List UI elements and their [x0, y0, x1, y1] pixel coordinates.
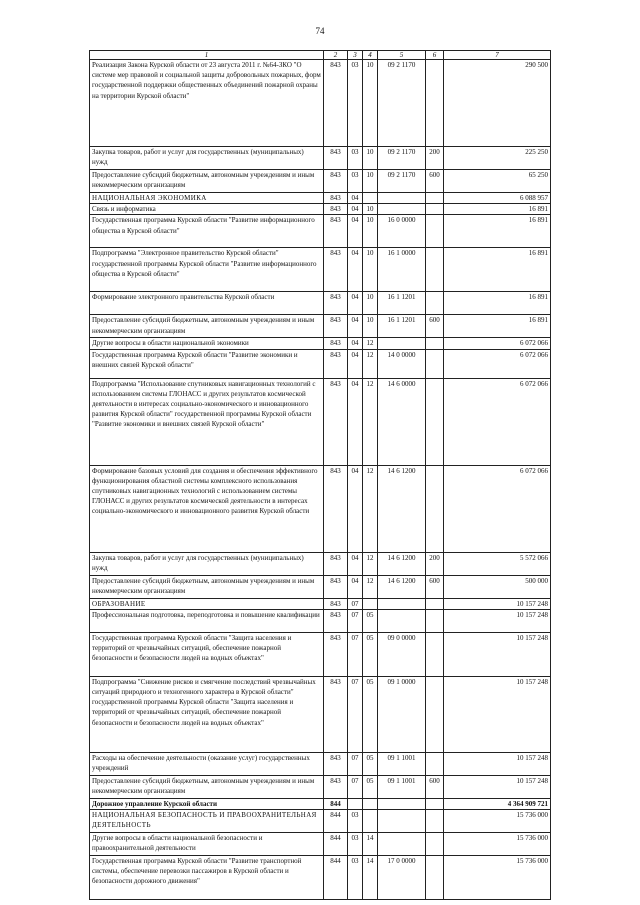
row-name-cell: Реализация Закона Курской области от 23 августа 2011 г. №64-ЗКО "О системе мер правовой и социальной защиты добровольных пожарных, форм государственной поддержки общественных объединений пожарной охраны на территории Курской области"	[90, 60, 324, 147]
row-value-cell: 09 2 1170	[378, 60, 426, 147]
table-row	[90, 575, 551, 598]
row-value-cell: 843	[324, 575, 348, 598]
row-value-cell: 05	[363, 752, 378, 775]
row-value-cell: 844	[324, 798, 348, 809]
table-row	[90, 775, 551, 798]
column-header: 7	[444, 51, 551, 60]
row-name-cell: Расходы на обеспечение деятельности (оказание услуг) государственных учреждений	[90, 752, 324, 775]
row-value-cell	[378, 193, 426, 204]
row-value-cell: 04	[348, 292, 363, 315]
row-value-cell: 07	[348, 609, 363, 632]
row-value-cell: 04	[348, 378, 363, 465]
row-value-cell: 04	[348, 552, 363, 575]
row-value-cell: 07	[348, 752, 363, 775]
row-value-cell: 17 0 0000	[378, 856, 426, 900]
column-header: 3	[348, 51, 363, 60]
table-row	[90, 248, 551, 292]
table-row	[90, 609, 551, 632]
row-value-cell: 500 000	[444, 575, 551, 598]
row-name-cell: Государственная программа Курской области "Развитие транспортной системы, обеспечение перевозки пассажиров в Курской области и безопасности дорожного движения"	[90, 856, 324, 900]
row-value-cell: 10 157 248	[444, 752, 551, 775]
row-value-cell: 200	[426, 147, 444, 170]
table-row	[90, 292, 551, 315]
row-value-cell: 04	[348, 338, 363, 349]
row-value-cell	[378, 833, 426, 856]
row-value-cell	[426, 292, 444, 315]
table-row	[90, 215, 551, 248]
row-name-cell: Предоставление субсидий бюджетным, автономным учреждениям и иным некоммерческим организациям	[90, 315, 324, 338]
row-value-cell: 09 1 1001	[378, 752, 426, 775]
row-value-cell: 6 072 066	[444, 338, 551, 349]
row-value-cell: 12	[363, 378, 378, 465]
row-name-cell: Связь и информатика	[90, 204, 324, 215]
row-value-cell: 05	[363, 632, 378, 676]
row-value-cell: 16 0 0000	[378, 215, 426, 248]
row-value-cell: 05	[363, 676, 378, 752]
row-value-cell: 4 364 909 721	[444, 798, 551, 809]
row-value-cell	[363, 193, 378, 204]
table-header-row	[90, 51, 551, 60]
row-value-cell: 843	[324, 170, 348, 193]
row-value-cell: 03	[348, 810, 363, 833]
column-header: 5	[378, 51, 426, 60]
row-value-cell: 10	[363, 60, 378, 147]
row-value-cell	[348, 798, 363, 809]
row-value-cell: 03	[348, 60, 363, 147]
row-value-cell: 15 736 000	[444, 810, 551, 833]
budget-table	[89, 50, 551, 900]
table-row	[90, 378, 551, 465]
row-value-cell: 09 0 0000	[378, 632, 426, 676]
row-value-cell: 600	[426, 575, 444, 598]
column-header: 2	[324, 51, 348, 60]
row-value-cell: 07	[348, 598, 363, 609]
row-value-cell: 843	[324, 60, 348, 147]
row-value-cell: 04	[348, 465, 363, 552]
row-value-cell: 15 736 000	[444, 856, 551, 900]
row-value-cell: 843	[324, 193, 348, 204]
table-row	[90, 338, 551, 349]
row-value-cell	[426, 798, 444, 809]
row-value-cell: 843	[324, 378, 348, 465]
row-value-cell: 10	[363, 292, 378, 315]
row-value-cell: 12	[363, 575, 378, 598]
row-value-cell: 843	[324, 349, 348, 378]
row-value-cell: 843	[324, 215, 348, 248]
row-value-cell: 07	[348, 676, 363, 752]
row-value-cell: 09 2 1170	[378, 170, 426, 193]
row-name-cell: Предоставление субсидий бюджетным, автономным учреждениям и иным некоммерческим организациям	[90, 170, 324, 193]
table-row	[90, 60, 551, 147]
table-row	[90, 856, 551, 900]
row-value-cell: 225 250	[444, 147, 551, 170]
row-value-cell: 10	[363, 248, 378, 292]
row-value-cell: 65 250	[444, 170, 551, 193]
row-value-cell: 09 1 1001	[378, 775, 426, 798]
row-value-cell: 15 736 000	[444, 833, 551, 856]
column-header: 4	[363, 51, 378, 60]
row-value-cell: 843	[324, 609, 348, 632]
row-value-cell: 843	[324, 676, 348, 752]
row-value-cell: 04	[348, 204, 363, 215]
row-value-cell: 03	[348, 833, 363, 856]
row-value-cell: 843	[324, 338, 348, 349]
row-value-cell	[378, 810, 426, 833]
row-value-cell	[426, 60, 444, 147]
row-value-cell: 04	[348, 215, 363, 248]
row-value-cell: 843	[324, 552, 348, 575]
row-value-cell: 843	[324, 204, 348, 215]
row-value-cell: 10 157 248	[444, 632, 551, 676]
row-value-cell: 843	[324, 465, 348, 552]
row-value-cell: 843	[324, 147, 348, 170]
row-value-cell	[426, 248, 444, 292]
row-value-cell: 6 072 066	[444, 349, 551, 378]
row-name-cell: НАЦИОНАЛЬНАЯ ЭКОНОМИКА	[90, 193, 324, 204]
column-header: 6	[426, 51, 444, 60]
row-name-cell: Подпрограмма "Использование спутниковых навигационных технологий с использованием системы ГЛОНАСС и других результатов космической деятельности в интересах социально-экономического и инновационного развития Курской области" государственной программы Курской области "Развитие экономики и внешних связей Курской области"	[90, 378, 324, 465]
row-name-cell: Формирование базовых условий для создания и обеспечения эффективного функционирования областной системы комплексного использования спутниковых навигационных технологий с использованием системы ГЛОНАСС и других результатов космической деятельности в интересах социально-экономического и инновационного развития Курской области	[90, 465, 324, 552]
row-value-cell: 14	[363, 856, 378, 900]
row-value-cell	[426, 215, 444, 248]
row-value-cell: 843	[324, 292, 348, 315]
row-value-cell: 10	[363, 147, 378, 170]
table-row	[90, 170, 551, 193]
table-row	[90, 632, 551, 676]
column-header: 1	[90, 51, 324, 60]
row-value-cell: 844	[324, 810, 348, 833]
row-value-cell	[426, 204, 444, 215]
row-name-cell: Государственная программа Курской области "Развитие экономики и внешних связей Курской области"	[90, 349, 324, 378]
row-value-cell: 10 157 248	[444, 775, 551, 798]
row-value-cell: 10	[363, 170, 378, 193]
row-value-cell: 09 2 1170	[378, 147, 426, 170]
row-value-cell: 600	[426, 170, 444, 193]
row-name-cell: ОБРАЗОВАНИЕ	[90, 598, 324, 609]
row-value-cell: 12	[363, 338, 378, 349]
row-value-cell: 10 157 248	[444, 676, 551, 752]
row-value-cell: 6 072 066	[444, 378, 551, 465]
table-row	[90, 676, 551, 752]
row-value-cell: 10	[363, 315, 378, 338]
row-value-cell	[378, 204, 426, 215]
row-value-cell: 10 157 248	[444, 609, 551, 632]
table-row	[90, 552, 551, 575]
row-value-cell: 14 6 0000	[378, 378, 426, 465]
row-value-cell: 14 0 0000	[378, 349, 426, 378]
row-value-cell	[378, 338, 426, 349]
row-value-cell: 843	[324, 598, 348, 609]
table-row	[90, 465, 551, 552]
row-value-cell	[426, 833, 444, 856]
row-value-cell: 05	[363, 609, 378, 632]
row-value-cell	[426, 609, 444, 632]
row-value-cell: 07	[348, 775, 363, 798]
row-value-cell	[426, 598, 444, 609]
row-value-cell	[378, 798, 426, 809]
table-row	[90, 598, 551, 609]
row-value-cell: 843	[324, 775, 348, 798]
row-value-cell: 04	[348, 575, 363, 598]
row-name-cell: Профессиональная подготовка, переподготовка и повышение квалификации	[90, 609, 324, 632]
row-value-cell	[426, 856, 444, 900]
row-value-cell: 04	[348, 349, 363, 378]
row-value-cell: 290 500	[444, 60, 551, 147]
row-value-cell	[378, 609, 426, 632]
row-value-cell: 16 891	[444, 292, 551, 315]
row-value-cell: 03	[348, 856, 363, 900]
row-value-cell: 07	[348, 632, 363, 676]
table-row	[90, 833, 551, 856]
row-value-cell: 05	[363, 775, 378, 798]
row-value-cell: 16 1 1201	[378, 315, 426, 338]
row-value-cell: 843	[324, 315, 348, 338]
row-value-cell	[426, 676, 444, 752]
row-value-cell: 6 072 066	[444, 465, 551, 552]
row-name-cell: Закупка товаров, работ и услуг для государственных (муниципальных) нужд	[90, 147, 324, 170]
row-value-cell	[426, 632, 444, 676]
row-value-cell: 16 891	[444, 248, 551, 292]
row-value-cell: 10	[363, 215, 378, 248]
row-name-cell: Государственная программа Курской области "Защита населения и территорий от чрезвычайных ситуаций, обеспечение пожарной безопасности и безопасности людей на водных объектах"	[90, 632, 324, 676]
row-value-cell	[363, 798, 378, 809]
row-value-cell: 10	[363, 204, 378, 215]
table-row	[90, 798, 551, 809]
table-row	[90, 193, 551, 204]
row-value-cell	[378, 598, 426, 609]
row-name-cell: Предоставление субсидий бюджетным, автономным учреждениям и иным некоммерческим организациям	[90, 775, 324, 798]
row-value-cell: 14 6 1200	[378, 552, 426, 575]
row-name-cell: Предоставление субсидий бюджетным, автономным учреждениям и иным некоммерческим организациям	[90, 575, 324, 598]
row-value-cell: 04	[348, 315, 363, 338]
row-value-cell	[363, 810, 378, 833]
row-name-cell: Дорожное управление Курской области	[90, 798, 324, 809]
row-value-cell: 04	[348, 248, 363, 292]
row-value-cell: 14 6 1200	[378, 465, 426, 552]
row-value-cell: 16 891	[444, 204, 551, 215]
row-value-cell: 09 1 0000	[378, 676, 426, 752]
table-row	[90, 204, 551, 215]
row-value-cell	[426, 752, 444, 775]
row-value-cell: 14	[363, 833, 378, 856]
row-value-cell: 10 157 248	[444, 598, 551, 609]
row-value-cell: 04	[348, 193, 363, 204]
row-value-cell: 844	[324, 856, 348, 900]
row-value-cell	[426, 193, 444, 204]
row-value-cell	[426, 338, 444, 349]
page-number: 74	[315, 26, 325, 36]
row-name-cell: Формирование электронного правительства Курской области	[90, 292, 324, 315]
row-value-cell: 03	[348, 170, 363, 193]
row-value-cell: 12	[363, 349, 378, 378]
row-value-cell: 03	[348, 147, 363, 170]
row-value-cell: 12	[363, 465, 378, 552]
row-value-cell	[426, 378, 444, 465]
row-name-cell: Другие вопросы в области национальной безопасности и правоохранительной деятельности	[90, 833, 324, 856]
table-row	[90, 147, 551, 170]
row-name-cell: Подпрограмма "Электронное правительство Курской области" государственной программы Курской области "Развитие информационного общества в Курской области"	[90, 248, 324, 292]
row-value-cell	[426, 349, 444, 378]
row-value-cell: 12	[363, 552, 378, 575]
row-value-cell: 843	[324, 752, 348, 775]
row-value-cell: 16 891	[444, 215, 551, 248]
table-row	[90, 810, 551, 833]
row-value-cell	[363, 598, 378, 609]
row-value-cell: 843	[324, 248, 348, 292]
table-row	[90, 315, 551, 338]
row-value-cell: 16 891	[444, 315, 551, 338]
row-value-cell	[426, 465, 444, 552]
row-name-cell: Закупка товаров, работ и услуг для государственных (муниципальных) нужд	[90, 552, 324, 575]
row-value-cell: 16 1 1201	[378, 292, 426, 315]
row-name-cell: Государственная программа Курской области "Развитие информационного общества в Курской области"	[90, 215, 324, 248]
row-name-cell: НАЦИОНАЛЬНАЯ БЕЗОПАСНОСТЬ И ПРАВООХРАНИТЕЛЬНАЯ ДЕЯТЕЛЬНОСТЬ	[90, 810, 324, 833]
row-value-cell: 844	[324, 833, 348, 856]
row-name-cell: Другие вопросы в области национальной экономики	[90, 338, 324, 349]
table-row	[90, 752, 551, 775]
row-value-cell: 200	[426, 552, 444, 575]
row-value-cell: 5 572 066	[444, 552, 551, 575]
row-value-cell: 600	[426, 775, 444, 798]
row-value-cell	[426, 810, 444, 833]
row-value-cell: 600	[426, 315, 444, 338]
row-value-cell: 843	[324, 632, 348, 676]
table-row	[90, 349, 551, 378]
row-name-cell: Подпрограмма "Снижение рисков и смягчение последствий чрезвычайных ситуаций природного и техногенного характера в Курской области" государственной программы Курской области "Защита населения и территорий от чрезвычайных ситуаций, обеспечение пожарной безопасности и безопасности людей на водных объектах"	[90, 676, 324, 752]
row-value-cell: 6 088 957	[444, 193, 551, 204]
row-value-cell: 14 6 1200	[378, 575, 426, 598]
row-value-cell: 16 1 0000	[378, 248, 426, 292]
